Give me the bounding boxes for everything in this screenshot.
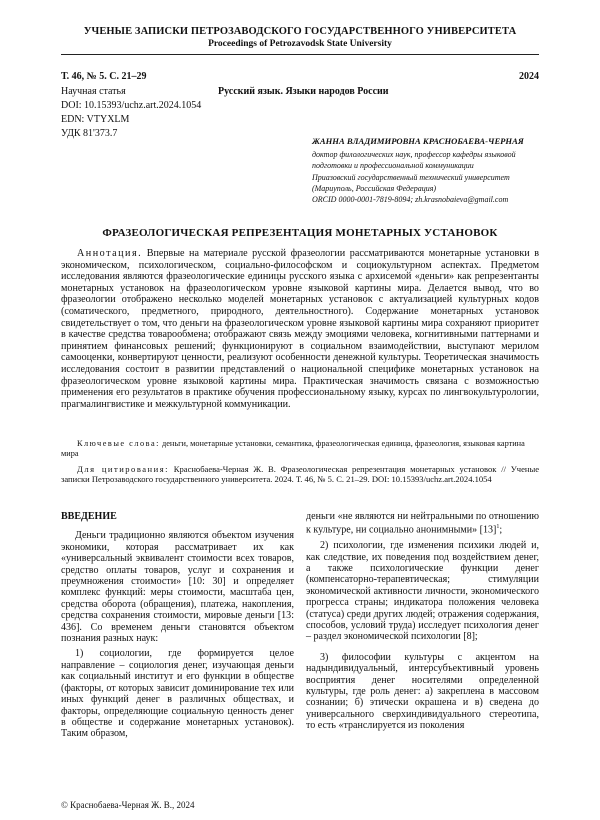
journal-title-en: Proceedings of Petrozavodsk State University xyxy=(208,39,392,49)
keywords-text: деньги, монетарные установки, семантика, фразеологическая единица, фразеология, языковая картина мира xyxy=(61,439,525,458)
body-column-left xyxy=(61,511,294,740)
body-text: деньги «не являются ни нейтральными по отношению к культуре, ни социально анонимными» [13] xyxy=(306,511,539,536)
body-paragraph: 2) психологии, где изменения психики людей и, как следствие, их поведения под воздействием денег, а также психологические функции денег (компенсаторно-терапевтическая; стимуляции экономической активности личности, экономического прогресса страны; индикатора положения человека (статуса) среди других людей; отражения содержания, способов, условий труда) исследует психология денег – раздел экономической психологии [8]; xyxy=(306,540,539,643)
citation-text: Краснобаева-Черная Ж. В. Фразеологическая репрезентация монетарных установок // Ученые записки Петрозаводского государственного университета. 2024. Т. 46, № 5. С. 21–29. DOI: 10.15393/uchz.art.2024.1054 xyxy=(61,464,539,485)
footnote-marker[interactable]: 1 xyxy=(496,524,500,531)
author-block xyxy=(312,136,542,205)
body-paragraph: Деньги традиционно являются объектом изучения экономики, которая рассматривает их как «универсальный эквивалент стоимости всех товаров, средство оплаты товаров, услуг и сохранения и преумножения стоимости» [10: 30] и определяет комплекс функций: меры стоимости, масштаба цен, средства оборота (обращения), платежа, накопления, средства сохранения стоимости, мировые деньги [13: 436]. Со временем деньги становятся объектом познания разных наук: xyxy=(61,530,294,645)
author-line: подготовки и профессиональной коммуникации xyxy=(312,161,474,171)
copyright: © Краснобаева-Черная Ж. В., 2024 xyxy=(61,800,195,810)
citation-label: Для цитирования: xyxy=(77,464,169,474)
body-paragraph: 1) социологии, где формируется целое направление – социология денег, изучающая деньги как социальный институт и его функции в обществе (факторы, от которых зависит доминирование тех или иных функций денег в различных обществах, и факторы, определяющие социальную ценность денег в обществе и содержание монетарных установок). Таким образом, xyxy=(61,648,294,740)
volume-pages: Т. 46, № 5. С. 21–29 xyxy=(61,71,147,82)
article-title: ФРАЗЕОЛОГИЧЕСКАЯ РЕПРЕЗЕНТАЦИЯ МОНЕТАРНЫХ УСТАНОВОК xyxy=(102,227,498,239)
abstract-text: Впервые на материале русской фразеологии рассматриваются монетарные установки в экономическом, психологическом, социально-философском и социокультурном аспектах. Предметом исследования являются фразеологические единицы русского языка с архисемой «деньги» как репрезентанты монетарных установок на фразеологическом уровне языковой картины мира. Делается вывод, что во фразеологии отображено несколько моделей монетарных установок с актуализацией культурных кодов (соматического, предметного, природного, деятельностного). Содержание монетарных установок свидетельствует о том, что деньги на фразеологическом уровне языковой картины мира сохраняют приоритет в качестве средства товарообмена; отображают связь между эмоциями человека, когнитивными паттернами и принятием финансовых решений; функционируют в социальном взаимодействии, выступают мерилом самооценки, конвертируют ценности, реализуют особенности денежной культуры. Теоретическая значимость исследования состоит в развитии представлений о национальной специфике монетарных установок на фразеологическом уровне языковой картины мира. Практическая значимость связана с возможностью применения его результатов в практике обучения профессиональному языку, курсах по лингвокультурологии, прагмалингвистике и межкультурной коммуникации. xyxy=(61,248,539,410)
abstract-label: Аннотация. xyxy=(77,248,143,259)
article-type: Научная статья xyxy=(61,86,126,97)
udk: УДК 81'373.7 xyxy=(61,128,118,139)
author-line: доктор филологических наук, профессор кафедры языковой xyxy=(312,150,516,160)
author-name: ЖАННА ВЛАДИМИРОВНА КРАСНОБАЕВА-ЧЕРНАЯ xyxy=(312,136,524,146)
abstract xyxy=(61,248,539,410)
rubric: Русский язык. Языки народов России xyxy=(218,86,389,97)
author-line: (Мариуполь, Российская Федерация) xyxy=(312,183,437,193)
journal-title: УЧЕНЫЕ ЗАПИСКИ ПЕТРОЗАВОДСКОГО ГОСУДАРСТВЕННОГО УНИВЕРСИТЕТА xyxy=(83,26,517,37)
header-divider xyxy=(61,54,539,55)
keywords-label: Ключевые слова: xyxy=(77,439,160,448)
keywords xyxy=(61,439,539,459)
doi[interactable]: DOI: 10.15393/uchz.art.2024.1054 xyxy=(61,100,202,111)
section-heading-intro: ВВЕДЕНИЕ xyxy=(61,511,117,522)
author-orcid-email[interactable]: ORCID 0000-0001-7819-8094; zh.krasnobaieva@gmail.com xyxy=(312,195,509,205)
author-line: Приазовский государственный технический университет xyxy=(312,172,510,182)
edn: EDN: VTYXLM xyxy=(61,114,130,125)
citation xyxy=(61,464,539,485)
body-paragraph xyxy=(306,511,539,536)
body-column-right xyxy=(306,511,539,732)
body-text-end: ; xyxy=(499,524,503,536)
publication-year: 2024 xyxy=(519,71,539,82)
body-paragraph: 3) философии культуры с акцентом на надындивидуальный, интерсубъективный уровень восприятия денег носителями определенной культуры, где роль денег: а) закреплена в массовом сознании; б) этически окрашена и в) сведена до универсального сверхиндивидуального стереотипа, то есть «транслируется из поколения xyxy=(306,651,539,732)
